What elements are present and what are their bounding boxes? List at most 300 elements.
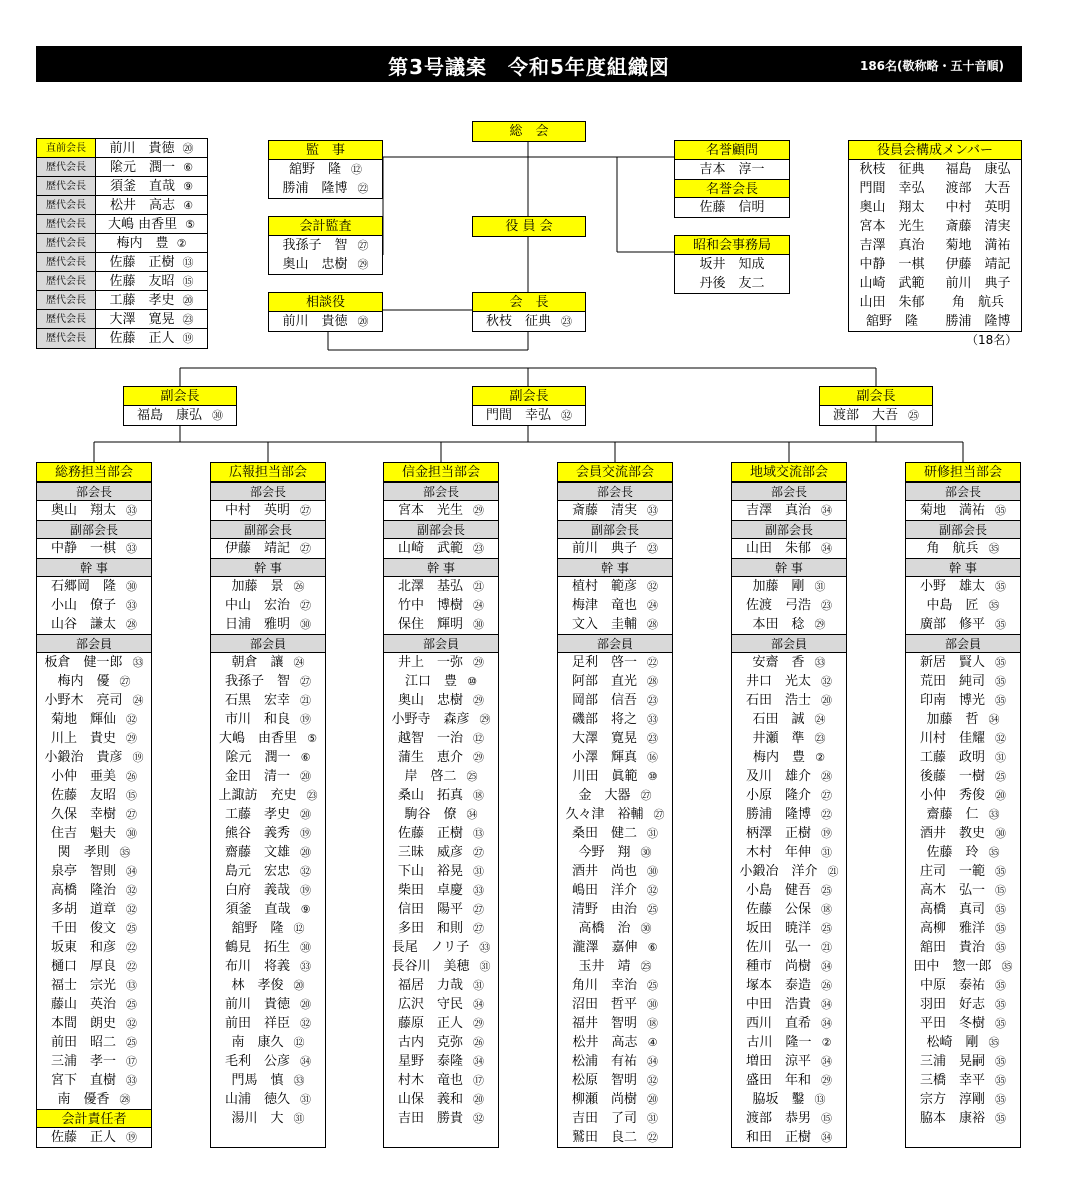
history-name: 隂元 潤一 [110,160,176,175]
dept-secretary-term: ㉔ [647,599,658,612]
dept-member-term: ㉒ [821,808,832,821]
dept-member-name: 石田 浩士 [745,693,811,708]
dept-member-name: 阿部 直光 [571,674,637,689]
dept-member-term: ⑬ [126,979,137,992]
dept-treasurer-name: 佐藤 正人 [50,1130,116,1145]
dept-member-name: 鶴見 拓生 [224,940,290,955]
board-member-name: 吉澤 真治 [859,238,925,253]
dept-secretary-name: 中山 宏治 [224,598,290,613]
auditors-box [268,140,383,199]
dept-member-term: ⑳ [473,1093,484,1106]
dept-member-name: 蒲生 恵介 [397,750,463,765]
dept-member-term: ㉚ [300,941,311,954]
dept-member [558,1109,672,1128]
dept-deputy-name: 山崎 武範 [397,541,463,556]
dept-member [558,786,672,805]
dept-secretary-name: 加藤 剛 [752,579,805,594]
dept-member [906,1033,1020,1052]
section-label-secretary: 幹 事 [558,558,672,577]
dept-member [37,786,151,805]
dept-member [211,919,325,938]
dept-deputy [906,539,1020,558]
dept-member-name: 隂元 潤一 [225,750,291,765]
dept-member-name: 小野木 亮司 [44,693,123,708]
dept-head [558,501,672,520]
dept-member [906,1090,1020,1109]
dept-member-name: 信田 陽平 [397,902,463,917]
history-row [37,272,207,291]
dept-member-name: 小鍛冶 洋介 [739,864,818,879]
dept-member-term: ㉑ [300,694,311,707]
dept-member-term: ㉟ [119,846,131,859]
dept-member [906,1014,1020,1033]
dept-member [37,900,151,919]
dept-member-name: 佐藤 友昭 [50,788,116,803]
dept-member [384,1014,498,1033]
dept-member [558,1071,672,1090]
dept-member [384,1071,498,1090]
dept-member-name: 井口 光太 [745,674,811,689]
dept-member-term: ㉞ [647,1055,658,1068]
vice-president-name: 渡部 大吾 [832,408,898,423]
dept-member-name: 樋口 厚良 [50,959,116,974]
dept-member-term: ⑲ [821,827,832,840]
dept-member [906,1052,1020,1071]
advisor-box [268,292,383,332]
dept-member-name: 菊地 輝仙 [50,712,116,727]
dept-member [906,653,1020,672]
dept-member [558,729,672,748]
dept-secretary [732,577,846,596]
dept-member-name: 西川 直希 [745,1016,811,1031]
dept-member [558,748,672,767]
vice-president-title: 副会長 [820,387,932,406]
dept-member [732,862,846,881]
dept-member-term: ㉛ [647,827,658,840]
accounting-auditor-name: 奥山 忠樹 [282,257,348,272]
dept-head-name: 宮本 光生 [397,503,463,518]
dept-member-term: ㉜ [473,1112,484,1125]
dept-member-term: ㉟ [995,675,1006,688]
dept-member [384,805,498,824]
dept-member-name: 井上 一弥 [397,655,463,670]
dept-member-name: 高橋 隆治 [50,883,116,898]
dept-member-name: 坂東 和彦 [50,940,116,955]
dept-member-name: 金田 清一 [224,769,290,784]
dept-member [732,748,846,767]
dept-member-term: ㉟ [995,1055,1006,1068]
dept-member [906,786,1020,805]
dept-member [384,957,498,976]
dept-member-term: ㉛ [300,1093,311,1106]
dept-deputy-term: ㉓ [473,542,484,555]
dept-member-term: ㉞ [466,808,478,821]
dept-member-term: ⑬ [473,827,484,840]
dept-member [906,1071,1020,1090]
vice-president-box [123,386,237,426]
honorary-advisor-name: 吉本 淳一 [699,162,765,177]
dept-member-name: 柴田 卓慶 [397,883,463,898]
dept-member-term: ㉒ [126,941,137,954]
board-member-name: 前川 典子 [945,276,1011,291]
president-box [472,292,586,332]
section-label-members: 部会員 [906,634,1020,653]
dept-member-name: 大嶋 由香里 [219,731,298,746]
section-label-head: 部会長 [558,482,672,501]
history-role: 歴代会長 [37,253,96,271]
dept-member-term: ⑩ [467,675,477,688]
dept-member-name: 藤山 英治 [50,997,116,1012]
dept-member-name: 小野寺 森彦 [391,712,470,727]
vice-president-box [819,386,933,426]
dept-member-term: ㉗ [653,808,665,821]
dept-member [37,672,151,691]
dept-member-name: 泉亭 智則 [50,864,116,879]
dept-member-term: ㉚ [640,922,652,935]
history-row [37,234,207,253]
history-row [37,158,207,177]
dept-member [558,824,672,843]
dept-member-name: 広沢 守民 [397,997,463,1012]
dept-secretary-term: ㉛ [814,580,826,593]
dept-member-name: 清野 由治 [571,902,637,917]
dept-member-name: 前田 祥臣 [224,1016,290,1031]
dept-member-term: ㉕ [821,884,832,897]
dept-member-name: 三浦 晃嗣 [919,1054,985,1069]
dept-member [732,1090,846,1109]
dept-member [384,1109,498,1128]
dept-member-name: 江口 豊 [405,674,458,689]
dept-secretary [37,596,151,615]
dept-member-term: ㉟ [995,922,1006,935]
dept-member-name: 南 優香 [57,1092,110,1107]
dept-member [906,957,1020,976]
dept-member [37,653,151,672]
dept-member-term: ㉙ [473,694,484,707]
dept-member [558,691,672,710]
dept-member [732,938,846,957]
dept-secretary-term: ㉙ [814,618,826,631]
section-label-treasurer: 会計責任者 [37,1109,151,1128]
board-members-box [848,140,1022,332]
dept-member-name: 及川 雄介 [745,769,811,784]
dept-member-term: ㉖ [473,1036,484,1049]
dept-member-name: 増田 涼平 [745,1054,811,1069]
dept-head-term: ㉗ [300,504,311,517]
vice-president-term: ㉕ [908,409,919,422]
dept-member [384,691,498,710]
section-label-members: 部会員 [558,634,672,653]
dept-member [558,710,672,729]
dept-member-name: 小澤 輝真 [571,750,637,765]
dept-member-term: ⑳ [300,770,311,783]
dept-member-name: 高柳 雅洋 [919,921,985,936]
dept-member-term: ㉘ [821,770,832,783]
dept-member-term: ㉜ [126,713,137,726]
dept-member-term: ㉟ [995,941,1006,954]
dept-member-name: 新居 賢人 [919,655,985,670]
dept-member-term: ⑫ [293,922,305,935]
member-count-note: 186名(敬称略・五十音順) [859,59,1004,73]
history-row [37,215,207,234]
dept-member [384,900,498,919]
dept-member-name: 齋藤 文雄 [224,845,290,860]
section-label-secretary: 幹 事 [906,558,1020,577]
dept-member-name: 足利 啓一 [571,655,637,670]
dept-member [211,786,325,805]
dept-member-term: ㉗ [300,675,311,688]
dept-member-name: 宗方 淳剛 [919,1092,985,1107]
dept-member-term: ⑳ [821,694,832,707]
dept-member-name: 大澤 寛晃 [571,731,637,746]
dept-column-public-relations [210,462,326,1148]
dept-member-term: ㉗ [640,789,652,802]
dept-member-term: ㉑ [827,865,839,878]
showa-office-box [674,235,790,294]
dept-member [558,919,672,938]
dept-member [384,1052,498,1071]
dept-member-term: ⑱ [473,789,484,802]
dept-member-name: 多胡 道章 [50,902,116,917]
dept-secretary-name: 山谷 謙太 [50,617,116,632]
dept-member [906,995,1020,1014]
history-role: 歴代会長 [37,196,96,214]
dept-member-term: ㉝ [126,1074,137,1087]
dept-member [906,729,1020,748]
dept-member-name: 松原 智明 [571,1073,637,1088]
dept-member-term: ㉞ [126,865,137,878]
dept-member-name: 瀧澤 嘉伸 [572,940,638,955]
dept-member-name: 渡部 恭男 [745,1111,811,1126]
dept-member-name: 福居 力哉 [397,978,463,993]
dept-member-name: 角川 幸治 [571,978,637,993]
dept-head-term: ㉞ [821,504,832,517]
dept-member-name: 勝浦 隆博 [745,807,811,822]
board-member-name: 中静 一棋 [859,257,925,272]
board-members-count: （18名） [966,333,1018,347]
dept-member [37,995,151,1014]
dept-member-name: 桑山 拓真 [397,788,463,803]
dept-member-name: 高橋 真司 [919,902,985,917]
dept-member-term: ⑲ [300,884,311,897]
section-label-head: 部会長 [211,482,325,501]
dept-member-name: 羽田 好志 [919,997,985,1012]
dept-member-name: 梅内 豊 [753,750,806,765]
dept-member [558,805,672,824]
section-label-head: 部会長 [732,482,846,501]
dept-secretary-term: ㉓ [821,599,832,612]
dept-member [37,805,151,824]
dept-member-term: ㉛ [473,979,484,992]
dept-member [37,691,151,710]
dept-member [37,824,151,843]
dept-member-name: 和田 正樹 [745,1130,811,1145]
dept-secretary [732,615,846,634]
history-role: 歴代会長 [37,177,96,195]
dept-secretary [732,596,846,615]
dept-member-term: ㉗ [126,808,137,821]
dept-member [732,843,846,862]
dept-member-name: 佐藤 公保 [745,902,811,917]
dept-member-name: 熊谷 義秀 [224,826,290,841]
history-row [37,196,207,215]
dept-member-term: ⑳ [300,808,311,821]
dept-member [211,653,325,672]
dept-member-term: ㉝ [300,960,311,973]
dept-deputy [558,539,672,558]
auditors-title: 監 事 [269,141,382,160]
dept-member [211,729,325,748]
history-role: 歴代会長 [37,272,96,290]
dept-member [558,900,672,919]
dept-member [906,1109,1020,1128]
dept-secretary [211,596,325,615]
dept-member [558,957,672,976]
dept-deputy-term: ㉗ [300,542,311,555]
dept-member [211,1052,325,1071]
dept-deputy-name: 山田 朱郁 [745,541,811,556]
dept-member [732,710,846,729]
section-label-members: 部会員 [37,634,151,653]
dept-member-name: 印南 博光 [919,693,985,708]
history-name: 佐藤 友昭 [109,274,175,289]
dept-member-term: ⑫ [473,732,484,745]
dept-member-term: ㉟ [995,656,1006,669]
dept-member-name: 三橋 幸平 [919,1073,985,1088]
dept-head-term: ㉟ [995,504,1006,517]
dept-member-name: 小鍛治 貴彦 [44,750,123,765]
auditor-name: 舘野 隆 [288,162,341,177]
dept-head [906,501,1020,520]
dept-member [211,1033,325,1052]
dept-member-term: ⑤ [307,732,317,745]
dept-member-term: ⑰ [473,1074,484,1087]
dept-member-name: 山保 義和 [397,1092,463,1107]
dept-member-term: ㉗ [473,903,484,916]
dept-member [732,786,846,805]
dept-secretary-term: ㉖ [293,580,305,593]
dept-member-name: 小仲 秀俊 [919,788,985,803]
dept-member-term: ㉕ [126,1036,137,1049]
dept-member-name: 白府 義哉 [224,883,290,898]
dept-member-name: 小仲 亜美 [50,769,116,784]
dept-secretary-term: ㉟ [995,618,1006,631]
dept-head [732,501,846,520]
dept-column-regional-exchange [731,462,847,1148]
dept-member-term: ㉚ [640,846,652,859]
dept-member-name: 脇坂 鑿 [752,1092,805,1107]
board-member-name: 宮本 光生 [859,219,925,234]
dept-member-name: 柄澤 正樹 [745,826,811,841]
history-name: 松井 高志 [110,198,176,213]
dept-treasurer-term: ⑲ [126,1131,137,1144]
dept-member-name: 本間 朗史 [50,1016,116,1031]
dept-member [558,672,672,691]
dept-member [384,881,498,900]
dept-member [732,1052,846,1071]
dept-head-name: 菊地 満祐 [919,503,985,518]
dept-member [211,824,325,843]
dept-secretary-term: ㉘ [647,618,658,631]
dept-member-name: 福士 宗光 [50,978,116,993]
dept-member [906,976,1020,995]
vice-president-name: 門間 幸弘 [485,408,551,423]
dept-member-name: 上諏訪 充史 [218,788,297,803]
accounting-auditor-name: 我孫子 智 [282,238,348,253]
advisor-title: 相談役 [269,293,382,312]
dept-member-name: 我孫子 智 [224,674,290,689]
dept-member-term: ㉜ [126,903,137,916]
dept-member-term: ㉙ [126,732,137,745]
dept-member [732,767,846,786]
dept-member [211,957,325,976]
dept-member [558,938,672,957]
dept-secretary [211,577,325,596]
dept-head-term: ㉝ [647,504,658,517]
dept-member [37,748,151,767]
dept-column-general-affairs [36,462,152,1148]
dept-member-name: 松井 高志 [572,1035,638,1050]
history-term: ㉓ [182,313,194,326]
dept-member-name: 坂田 暁洋 [745,921,811,936]
dept-member-term: ㉕ [466,770,478,783]
dept-member-term: ㉕ [647,979,658,992]
dept-member [37,1071,151,1090]
dept-head [37,501,151,520]
dept-member-name: 工藤 孝史 [224,807,290,822]
dept-member [37,957,151,976]
dept-member-term: ㉖ [821,979,832,992]
dept-member-term: ㉕ [126,998,137,1011]
dept-member [732,691,846,710]
dept-member-name: 岡部 信吾 [571,693,637,708]
dept-member [732,1014,846,1033]
advisor-term: ⑳ [357,315,369,328]
dept-deputy [732,539,846,558]
dept-member-name: 湯川 大 [231,1111,284,1126]
dept-member-name: 工藤 政明 [919,750,985,765]
section-label-deputy: 副部会長 [211,520,325,539]
dept-member [211,1109,325,1128]
dept-member [732,957,846,976]
dept-member-name: 須釜 直哉 [225,902,291,917]
dept-member-term: ⑲ [300,827,311,840]
dept-member-name: 吉田 勝貴 [397,1111,463,1126]
dept-member [37,729,151,748]
dept-member-term: ⑥ [647,941,658,954]
dept-member [906,748,1020,767]
history-role: 歴代会長 [37,329,96,348]
dept-member-name: 脇本 康裕 [919,1111,985,1126]
dept-head-name: 中村 英明 [224,503,290,518]
dept-member-name: 種市 尚樹 [745,959,811,974]
dept-member-name: 鷲田 良二 [571,1130,637,1145]
board-member-name: 菊地 満祐 [945,238,1011,253]
dept-member-name: 南 康久 [231,1035,284,1050]
vice-president-box [472,386,586,426]
dept-member-name: 島元 宏忠 [224,864,290,879]
dept-member-name: 越智 一治 [397,731,463,746]
dept-member [37,1014,151,1033]
vice-president-name: 福島 康弘 [136,408,202,423]
dept-deputy [211,539,325,558]
history-role: 歴代会長 [37,234,96,252]
dept-member-term: ⑩ [647,770,658,783]
history-term: ⑮ [182,275,194,288]
dept-head-term: ㉙ [473,504,484,517]
dept-member-term: ⑮ [126,789,137,802]
history-role: 歴代会長 [37,291,96,309]
